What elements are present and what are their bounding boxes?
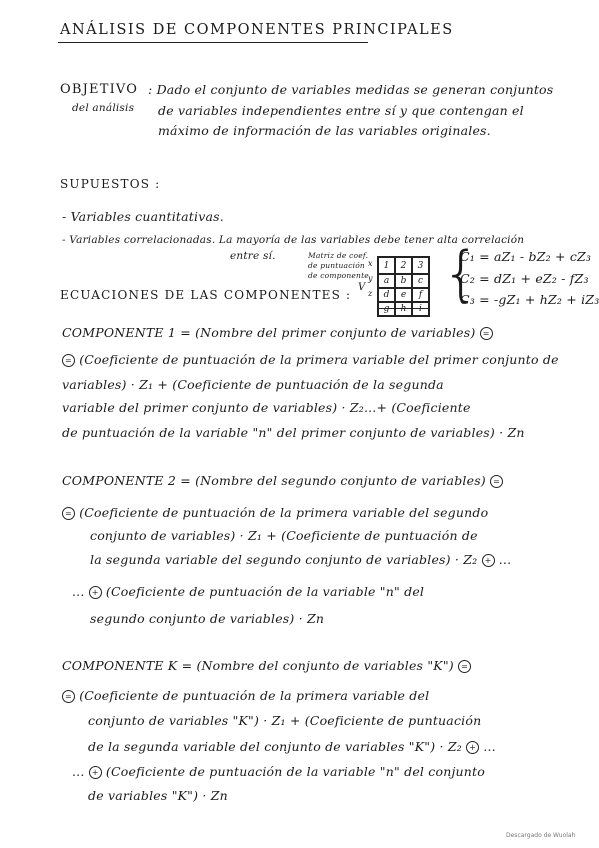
compk-line-text: de la segunda variable del conjunto de variables "K") · Z₂ — [88, 739, 462, 754]
comp2-line-text: (Coeficiente de puntuación de la primera variable del segundo — [79, 505, 489, 520]
matrix-cell: a — [378, 274, 395, 288]
title-underline — [58, 42, 368, 43]
coefficient-matrix-body — [377, 273, 430, 317]
objetivo-line-1: : Dado el conjunto de variables medidas se generan conjuntos — [148, 82, 554, 97]
matrix-cell: f — [412, 288, 429, 302]
compk-line-4 — [72, 764, 485, 779]
matrix-col-head: 1 — [378, 257, 395, 274]
matrix-caption-line: Matriz de coef. — [308, 251, 369, 260]
comp1-line-4: de puntuación de la variable "n" del primer conjunto de variables) · Zn — [62, 425, 525, 440]
compk-heading-text: COMPONENTE K = (Nombre del conjunto de variables "K") — [62, 658, 454, 673]
comp2-heading — [62, 473, 503, 488]
page-title: ANÁLISIS DE COMPONENTES PRINCIPALES — [60, 22, 454, 38]
comp2-line-2: conjunto de variables) · Z₁ + (Coeficiente de puntuación de — [90, 528, 478, 543]
matrix-row-label: V — [358, 282, 366, 293]
matrix-cell: c — [412, 274, 429, 288]
comp2-line-4 — [72, 584, 424, 599]
plus-circle-icon: + — [466, 741, 479, 754]
supuesto-item-2: - Variables correlacionadas. La mayoría de las variables debe tener alta correlación — [62, 234, 525, 246]
matrix-caption-line: de componente — [308, 271, 369, 280]
ecuaciones-heading: ECUACIONES DE LAS COMPONENTES : — [60, 288, 352, 302]
matrix-row-head: y — [368, 274, 373, 283]
comp2-line-3 — [90, 552, 511, 567]
comp2-line-1 — [62, 505, 488, 520]
comp1-line-1 — [62, 352, 559, 367]
compk-line-text: (Coeficiente de puntuación de la primera variable del — [79, 688, 430, 703]
compk-heading — [62, 658, 471, 673]
comp1-heading — [62, 325, 493, 340]
objetivo-line-3: máximo de información de las variables originales. — [158, 123, 491, 138]
plus-circle-icon: + — [89, 586, 102, 599]
ellipsis: ... — [483, 739, 496, 754]
plus-circle-icon: + — [89, 766, 102, 779]
matrix-row-heads — [368, 259, 373, 298]
matrix-col-head: 2 — [395, 257, 412, 274]
compk-line-text: (Coeficiente de puntuación de la variable "n" del conjunto — [105, 764, 485, 779]
matrix-cell: h — [395, 302, 412, 316]
supuesto-item-2-cont: entre sí. — [230, 250, 276, 262]
comp2-line-text: (Coeficiente de puntuación de la variable "n" del — [105, 584, 425, 599]
matrix-cell: g — [378, 302, 395, 316]
ellipsis: ... — [72, 584, 85, 599]
ellipsis: ... — [72, 764, 85, 779]
compk-line-3 — [88, 739, 496, 754]
equation-3: C₃ = -gZ₁ + hZ₂ + iZ₃ — [460, 292, 599, 307]
comp2-heading-text: COMPONENTE 2 = (Nombre del segundo conjunto de variables) — [62, 473, 486, 488]
equals-circle-icon: = — [62, 354, 75, 367]
comp1-line-text: (Coeficiente de puntuación de la primera variable del primer conjunto de — [79, 352, 559, 367]
matrix-caption-line: de puntuación — [308, 261, 365, 270]
equals-circle-icon: = — [62, 690, 75, 703]
equals-circle-icon: = — [62, 507, 75, 520]
comp1-line-3: variable del primer conjunto de variables) · Z₂...+ (Coeficiente — [62, 400, 471, 415]
matrix-cell: i — [412, 302, 429, 316]
equations-brace: { — [442, 239, 481, 309]
compk-line-1 — [62, 688, 429, 703]
footer-watermark: Descargado de Wuolah — [506, 832, 576, 839]
compk-line-2: conjunto de variables "K") · Z₁ + (Coeficiente de puntuación — [88, 713, 482, 728]
compk-line-5: de variables "K") · Zn — [88, 788, 228, 803]
matrix-col-head: 3 — [412, 257, 429, 274]
comp1-heading-text: COMPONENTE 1 = (Nombre del primer conjunto de variables) — [62, 325, 476, 340]
comp2-line-5: segundo conjunto de variables) · Zn — [90, 611, 325, 626]
equation-2: C₂ = dZ₁ + eZ₂ - fZ₃ — [460, 271, 589, 286]
comp1-line-2: variables) · Z₁ + (Coeficiente de puntuación de la segunda — [62, 377, 444, 392]
matrix-caption — [308, 252, 369, 280]
plus-circle-icon: + — [482, 554, 495, 567]
equals-circle-icon: = — [480, 327, 493, 340]
objetivo-sublabel: del análisis — [72, 102, 135, 114]
equals-circle-icon: = — [458, 660, 471, 673]
objetivo-label: OBJETIVO — [60, 82, 139, 97]
supuesto-item-1: - Variables cuantitativas. — [62, 209, 224, 224]
matrix-row-head: x — [368, 259, 373, 268]
matrix-cell: d — [378, 288, 395, 302]
ellipsis: ... — [498, 552, 512, 567]
matrix-cell: e — [395, 288, 412, 302]
objetivo-line-2: de variables independientes entre sí y que contengan el — [158, 103, 524, 118]
equals-circle-icon: = — [490, 475, 503, 488]
matrix-cell: b — [395, 274, 412, 288]
matrix-row-head: z — [368, 289, 373, 298]
comp2-line-text: la segunda variable del segundo conjunto de variables) · Z₂ — [90, 552, 478, 567]
equation-1: C₁ = aZ₁ - bZ₂ + cZ₃ — [460, 249, 592, 264]
supuestos-heading: SUPUESTOS : — [60, 177, 161, 191]
